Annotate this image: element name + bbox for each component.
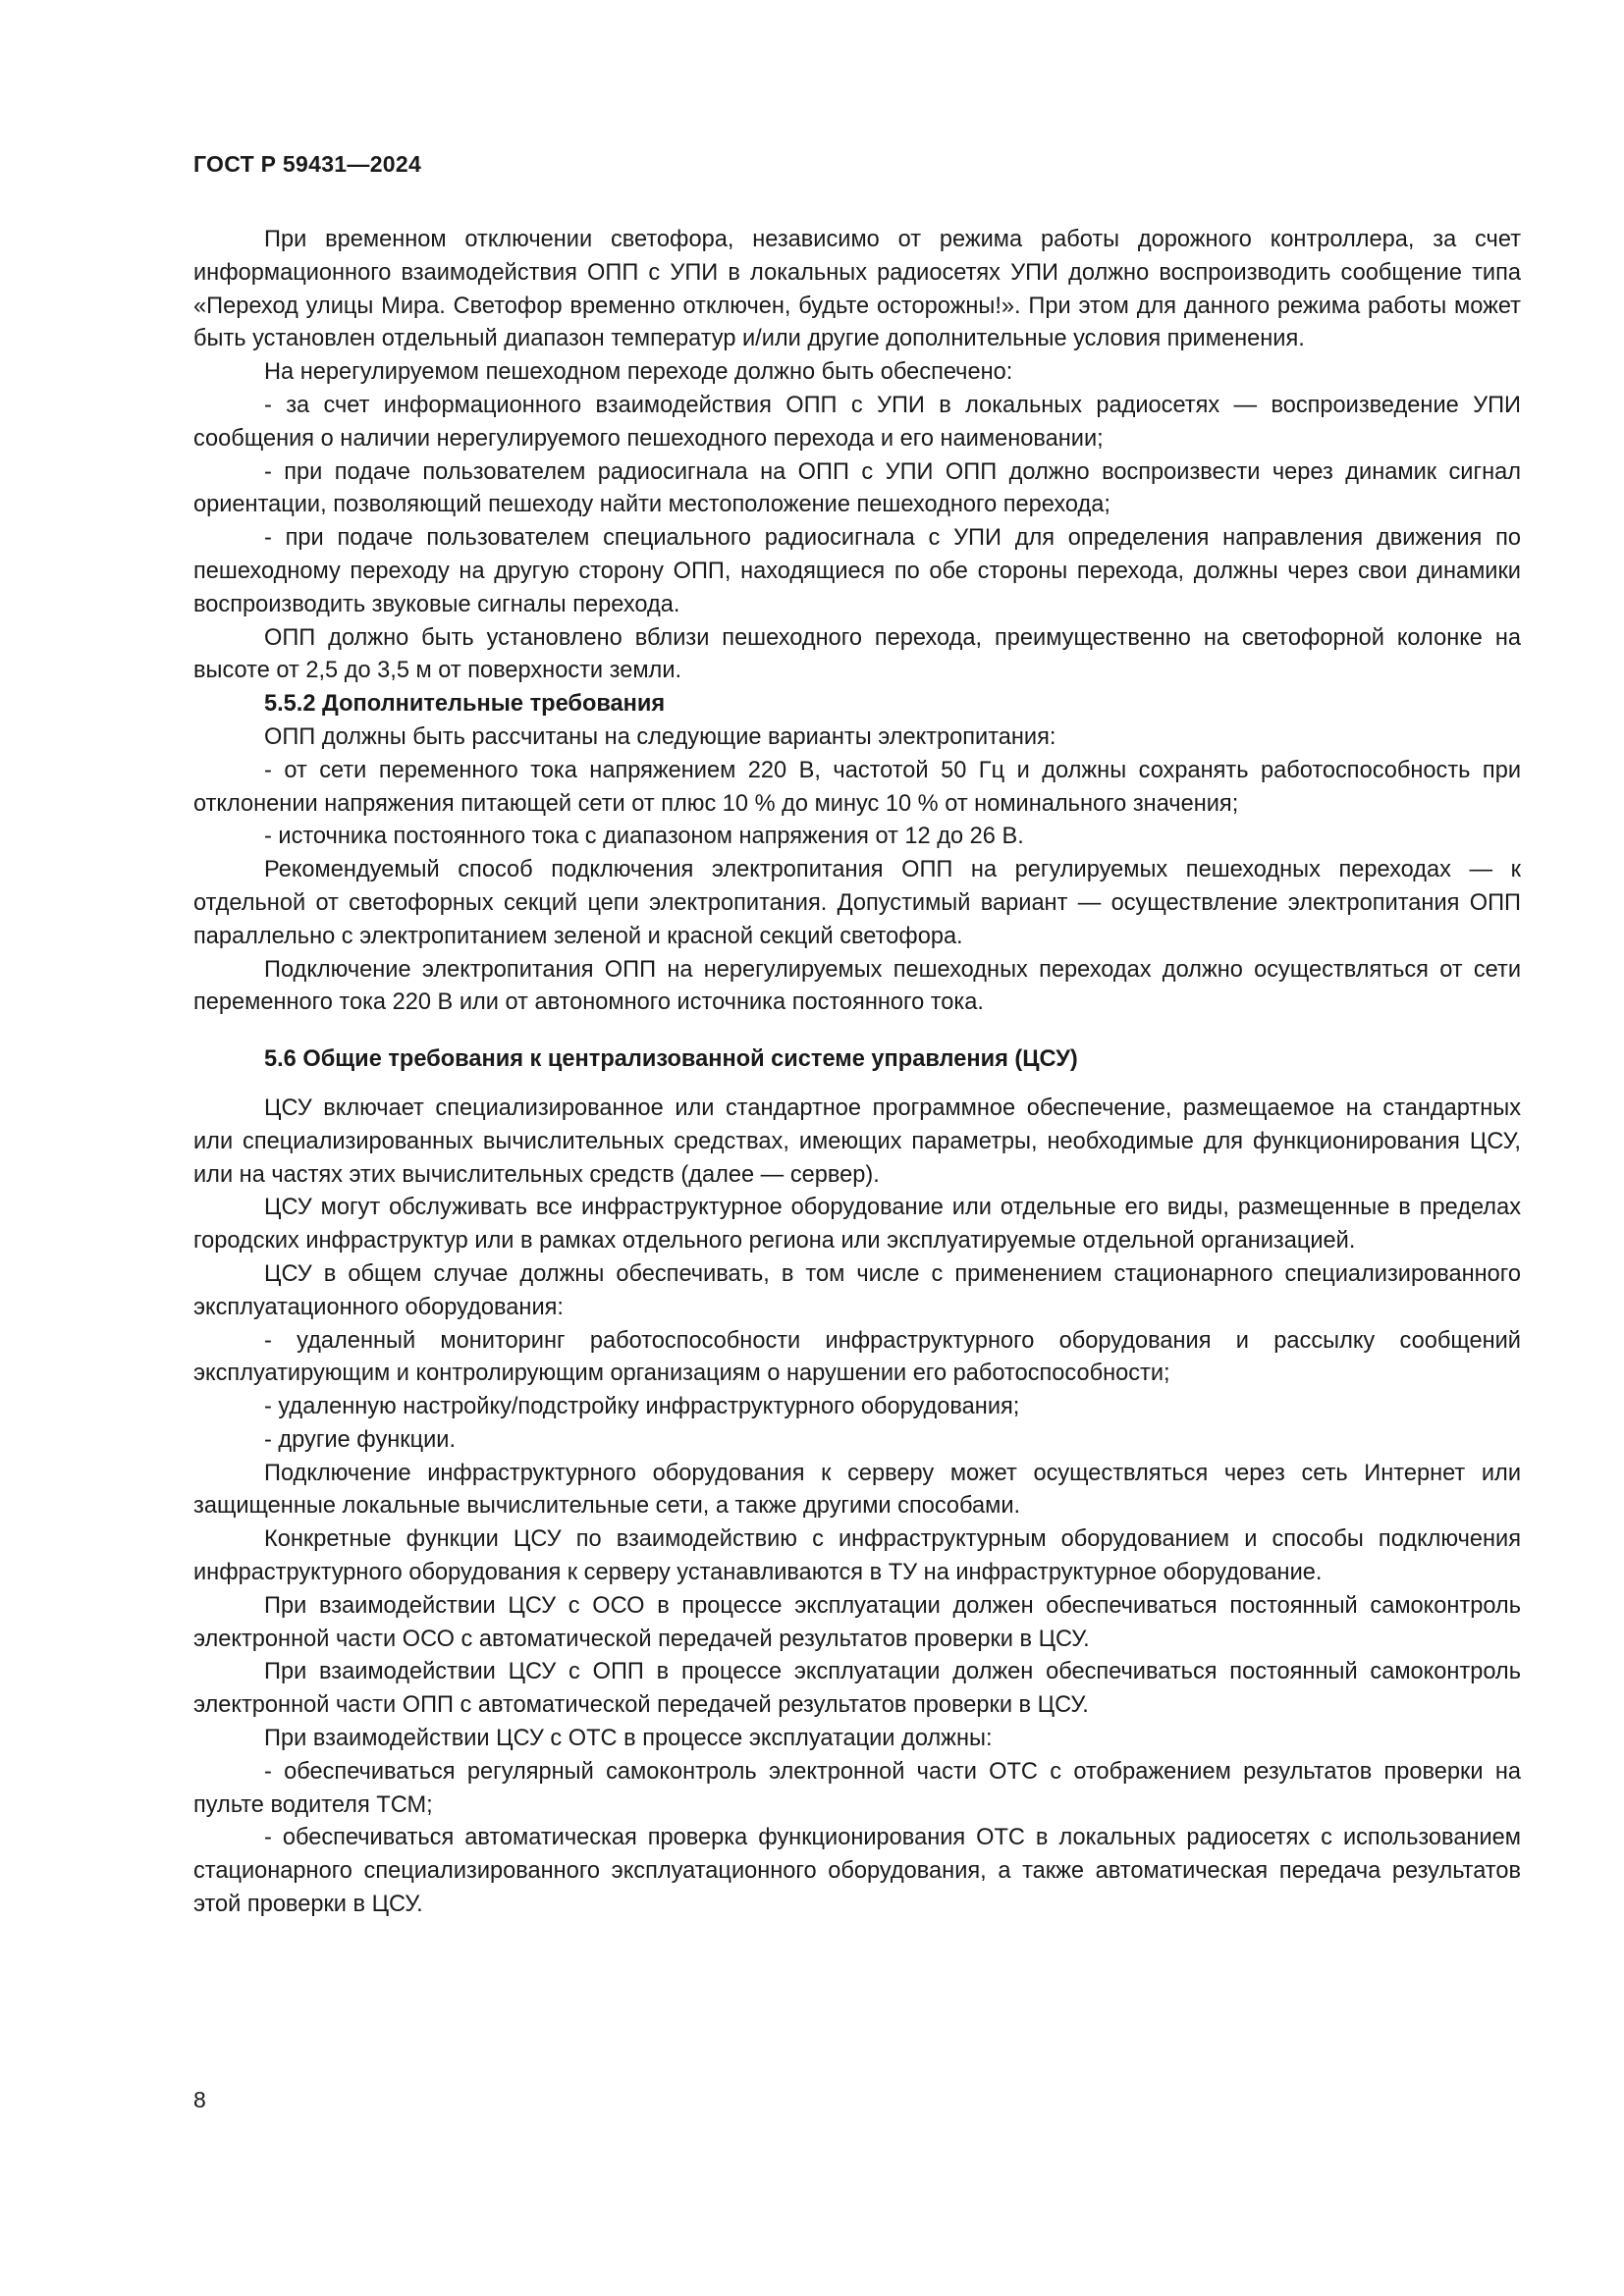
paragraph: ОПП должны быть рассчитаны на следующие варианты электропитания:: [264, 723, 1056, 750]
document-body: [193, 224, 1521, 1922]
document-header: ГОСТ Р 59431—2024: [193, 151, 422, 177]
list-item: - другие функции.: [264, 1426, 457, 1453]
paragraph: ЦСУ в общем случае должны обеспечивать, в том числе с применением стационарного специализированного эксплуатационного оборудования:: [193, 1260, 1521, 1320]
list-item: - при подаче пользователем радиосигнала на ОПП с УПИ ОПП должно воспроизвести через динамик сигнал ориентации, позволяющий пешеходу найти местоположение пешеходного перехода;: [193, 458, 1521, 518]
paragraph: При взаимодействии ЦСУ с ОТС в процессе эксплуатации должны:: [264, 1726, 993, 1752]
section-heading-5-6: 5.6 Общие требования к централизованной системе управления (ЦСУ): [264, 1046, 1078, 1073]
paragraph: ЦСУ могут обслуживать все инфраструктурное оборудование или отдельные его виды, размещенные в пределах городских инфраструктур или в рамках отдельного региона или эксплуатируемые отдельной организацией.: [193, 1195, 1521, 1255]
list-item: - обеспечиваться автоматическая проверка функционирования ОТС в локальных радиосетях с использованием стационарного специализированного эксплуатационного оборудования, а также автоматическая передача результатов этой проверки в ЦСУ.: [193, 1825, 1521, 1918]
paragraph: ЦСУ включает специализированное или стандартное программное обеспечение, размещаемое на стандартных или специализированных вычислительных средствах, имеющих параметры, необходимые для функционирования ЦСУ, или на частях этих вычислительных средств (далее — сервер).: [193, 1095, 1521, 1188]
paragraph: Рекомендуемый способ подключения электропитания ОПП на регулируемых пешеходных переходах — к отдельной от светофорных секций цепи электропитания. Допустимый вариант — осуществление электропитания ОПП параллельно с электропитанием зеленой и красной секций светофора.: [193, 857, 1521, 949]
paragraph: Подключение электропитания ОПП на нерегулируемых пешеходных переходах должно осуществляться от сети переменного тока 220 В или от автономного источника постоянного тока.: [193, 956, 1521, 1016]
paragraph: ОПП должно быть установлено вблизи пешеходного перехода, преимущественно на светофорной колонке на высоте от 2,5 до 3,5 м от поверхности земли.: [193, 624, 1521, 684]
paragraph: Подключение инфраструктурного оборудования к серверу может осуществляться через сеть Интернет или защищенные локальные вычислительные сети, а также другими способами.: [193, 1460, 1521, 1520]
list-item: - обеспечиваться регулярный самоконтроль электронной части ОТС с отображением результатов проверки на пульте водителя ТСМ;: [193, 1758, 1521, 1818]
list-item: - источника постоянного тока с диапазоном напряжения от 12 до 26 В.: [264, 824, 1024, 850]
paragraph: При взаимодействии ЦСУ с ОСО в процессе эксплуатации должен обеспечиваться постоянный самоконтроль электронной части ОСО с автоматической передачей результатов проверки в ЦСУ.: [193, 1592, 1521, 1652]
list-item: - удаленный мониторинг работоспособности инфраструктурного оборудования и рассылку сообщений эксплуатирующим и контролирующим организациям о нарушении его работоспособности;: [193, 1327, 1521, 1387]
paragraph: Конкретные функции ЦСУ по взаимодействию с инфраструктурным оборудованием и способы подключения инфраструктурного оборудования к серверу устанавливаются в ТУ на инфраструктурное оборудование.: [193, 1526, 1521, 1586]
paragraph: При взаимодействии ЦСУ с ОПП в процессе эксплуатации должен обеспечиваться постоянный самоконтроль электронной части ОПП с автоматической передачей результатов проверки в ЦСУ.: [193, 1659, 1521, 1719]
subsection-heading-5-5-2: 5.5.2 Дополнительные требования: [264, 691, 666, 718]
paragraph: При временном отключении светофора, независимо от режима работы дорожного контроллера, за счет информационного взаимодействия ОПП с УПИ в локальных радиосетях УПИ должно воспроизводить сообщение типа «Переход улицы Мира. Светофор временно отключен, будьте осторожны!». При этом для данного режима работы может быть установлен отдельный диапазон температур и/или другие дополнительные условия применения.: [193, 227, 1521, 352]
list-item: - от сети переменного тока напряжением 220 В, частотой 50 Гц и должны сохранять работоспособность при отклонении напряжения питающей сети от плюс 10 % до минус 10 % от номинального значения;: [193, 757, 1521, 817]
paragraph: На нерегулируемом пешеходном переходе должно быть обеспечено:: [264, 359, 1013, 386]
list-item: - удаленную настройку/подстройку инфраструктурного оборудования;: [264, 1394, 1020, 1420]
page-number: 8: [193, 2087, 206, 2112]
list-item: - при подаче пользователем специального радиосигнала с УПИ для определения направления движения по пешеходному переходу на другую сторону ОПП, находящиеся по обе стороны перехода, должны через свои динамики воспроизводить звуковые сигналы перехода.: [193, 525, 1521, 617]
list-item: - за счет информационного взаимодействия ОПП с УПИ в локальных радиосетях — воспроизведение УПИ сообщения о наличии нерегулируемого пешеходного перехода и его наименовании;: [193, 392, 1521, 452]
